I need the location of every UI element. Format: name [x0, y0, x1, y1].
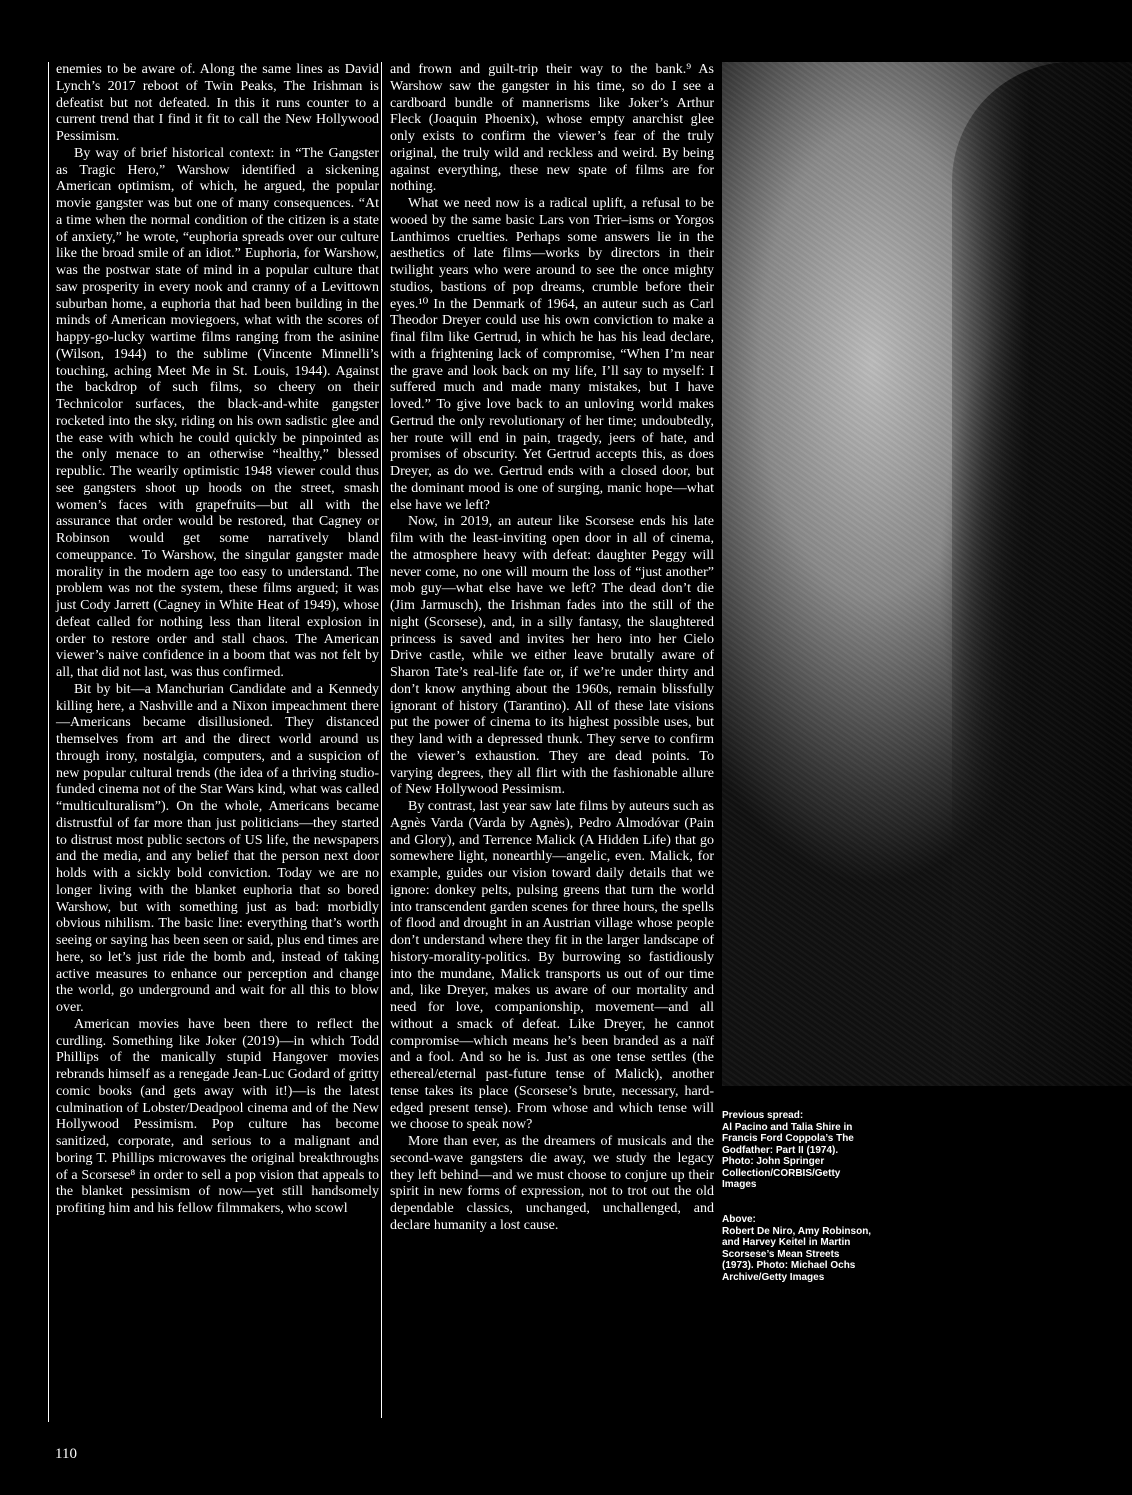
caption-heading: Previous spread:	[722, 1110, 804, 1121]
film-still-photo	[722, 62, 1132, 1086]
paragraph: Bit by bit—a Manchurian Candidate and a Kennedy killing here, a Nashville and a Nixon impeachment there—Americans became disillusioned. They distanced themselves from art and the direct world around us through irony, nostalgia, computers, and a suspicion of new popular cultural trends (the idea of a thriving studio-funded cinema not of the Star Wars kind, what was called “multiculturalism”). On the whole, Americans became distrustful of far more than just politicians—they started to distrust most public sectors of US life, the newspapers and the media, and any belief that the person next door holds with a sickly bold conviction. Today we are no longer living with the blanket euphoria that so bored Warshow, but with something just as bad: morbidly obvious nihilism. The basic line: everything that’s worth seeing or saying has been seen or said, plus end times are here, so let’s just ride the bomb and, instead of taking active measures to enhance our perception and change the world, go underground and wait for all this to blow over.	[56, 681, 379, 1015]
caption-text: Robert De Niro, Amy Robinson, and Harvey Keitel in Martin Scorsese’s Mean Streets (1973). Photo: Michael Ochs Archive/Getty Images	[722, 1225, 872, 1283]
paragraph: and frown and guilt-trip their way to the bank.⁹ As Warshow saw the gangster in his time, so do I see a cardboard bundle of mannerisms like Joker’s Arthur Fleck (Joaquin Phoenix), whose empty anarchist glee only exists to confirm the viewer’s fear of the truly original, the truly wild and reckless and weird. By being against everything, these new spate of films are for nothing.	[390, 62, 714, 195]
page-number: 110	[55, 1446, 77, 1462]
paragraph: enemies to be aware of. Along the same lines as David Lynch’s 2017 reboot of Twin Peaks, The Irishman is defeatist but not defeated. In this it runs counter to a current trend that I find it fit to call the New Hollywood Pessimism.	[56, 62, 379, 144]
paragraph: American movies have been there to reflect the curdling. Something like Joker (2019)—in which Todd Phillips of the manically stupid Hangover movies rebrands himself as a renegade Jean-Luc Godard of gritty comic books (and gets away with it!)—is the latest culmination of Lobster/Deadpool cinema and of the New Hollywood Pessimism. Pop culture has become sanitized, corporate, and serious to a malignant and boring T. Phillips microwaves the original breakthroughs of a Scorsese⁸ in order to sell a pop vision that appeals to the blanket pessimism of now—yet still handsomely profiting him and his fellow filmmakers, who scowl	[56, 1016, 379, 1216]
paragraph: What we need now is a radical uplift, a refusal to be wooed by the same basic Lars von Trier–isms or Yorgos Lanthimos cruelties. Perhaps some answers lie in the aesthetics of late films—works by directors in their twilight years who were around to see the once mighty studios, bastions of pop dreams, crumble before their eyes.¹⁰ In the Denmark of 1964, an auteur such as Carl Theodor Dreyer could use his own conviction to make a final film like Gertrud, in which he has his lead declare, with a frightening lack of compromise, “When I’m near the grave and look back on my life, I’ll say to myself: I suffered much and made many mistakes, but I have loved.” To give love back to an unloving world makes Gertrud the only revolutionary of her time; undoubtedly, her route will end in pain, tragedy, jeers of hate, and promises of obscurity. Yet Gertrud accepts this, as does Dreyer, as do we. Gertrud ends with a closed door, but the dominant mood is one of surging, manic hope—what else have we left?	[390, 196, 714, 513]
paragraph: By contrast, last year saw late films by auteurs such as Agnès Varda (Varda by Agnès), Pedro Almodóvar (Pain and Glory), and Terrence Malick (A Hidden Life) that go somewhere light, nonearthly—angelic, even. Malick, for example, guides our vision toward daily details that we ignore: donkey pelts, pulsing greens that turn the world into transcendent garden scenes for three hours, the spells of flood and drought in an Austrian village whose people don’t understand where they fit in the larger landscape of history-morality-politics. By burrowing so fastidiously into the mundane, Malick transports us out of our time and, like Dreyer, makes us aware of our mortality and need for love, companionship, movement—and all without a smack of defeat. Like Dreyer, he cannot compromise—which means he’s been branded as a naïf and a fool. And so he is. Just as one tense settles (the ethereal/eternal past-future tense of Malick), another tense takes its place (Scorsese’s brute, necessary, hard-edged present tense). From whose and which tense will we choose to speak now?	[390, 799, 714, 1133]
paragraph: Now, in 2019, an auteur like Scorsese ends his late film with the least-inviting open door in all of cinema, the atmosphere heavy with defeat: daughter Peggy will never come, no one will mourn the loss of “just another” mob guy—what else have we left? The dead don’t die (Jim Jarmusch), the Irishman fades into the still of the night (Scorsese), and, in a silly fantasy, the slaughtered princess is saved and invites her hero into her Cielo Drive castle, while we either leave brutally aware of Sharon Tate’s real-life fate or, if we’re under thirty and don’t know anything about the 1960s, remain blissfully ignorant of history (Tarantino). All of these late visions put the power of cinema to its highest possible uses, but they land with a depressed thunk. They serve to confirm the viewer’s exhaustion. They are dead points. To varying degrees, they all flirt with the fashionable allure of New Hollywood Pessimism.	[390, 514, 714, 798]
caption-previous-spread	[722, 1110, 872, 1191]
caption-above	[722, 1214, 872, 1283]
film-grain-overlay	[722, 62, 1132, 1086]
paragraph: By way of brief historical context: in “The Gangster as Tragic Hero,” Warshow identified a sickening American optimism, of which, he argued, the popular movie gangster was but one of many consequences. “At a time when the normal condition of the citizen is a state of anxiety,” he wrote, “euphoria spreads over our culture like the broad smile of an idiot.” Euphoria, for Warshow, was the postwar state of mind in a popular culture that saw prosperity in every nook and cranny of a Levittown suburban home, a euphoria that had been building in the minds of American moviegoers, what with the scores of happy-go-lucky wartime films ranging from the asinine (Wilson, 1944) to the sublime (Vincente Minnelli’s touching, aching Meet Me in St. Louis, 1944). Against the backdrop of such films, so cheery on their Technicolor surfaces, the black-and-white gangster rocketed into the sky, riding on his own sadistic glee and the ease with which he could quickly be pinpointed as the only menace to an otherwise “healthy,” blessed republic. The wearily optimistic 1948 viewer could thus see gangsters shoot up hoods on the street, smash women’s faces with grapefruits—but all with the assurance that order would be restored, that Cagney or Robinson would get some narratively bland comeuppance. To Warshow, the singular gangster made morality in the modern age too easy to understand. The problem was not the system, these films argued; it was just Cody Jarrett (Cagney in White Heat of 1949), whose defeat called for nothing less than literal explosion in order to restore order and stall chaos. The American viewer’s naive confidence in a boom that was not felt by all, that did not last, was thus confirmed.	[56, 145, 379, 680]
article-column-left	[48, 62, 379, 1422]
caption-text: Al Pacino and Talia Shire in Francis Ford Coppola’s The Godfather: Part II (1974). Photo: John Springer Collection/CORBIS/Getty Images	[722, 1121, 854, 1190]
caption-heading: Above:	[722, 1214, 756, 1225]
article-column-right	[381, 62, 714, 1418]
paragraph: More than ever, as the dreamers of musicals and the second-wave gangsters die away, we study the legacy they left behind—and we must choose to conjure up their spirit in new forms of expression, not to trot out the old dependable classics, unchanged, unchallenged, and declare humanity a lost cause.	[390, 1134, 714, 1233]
